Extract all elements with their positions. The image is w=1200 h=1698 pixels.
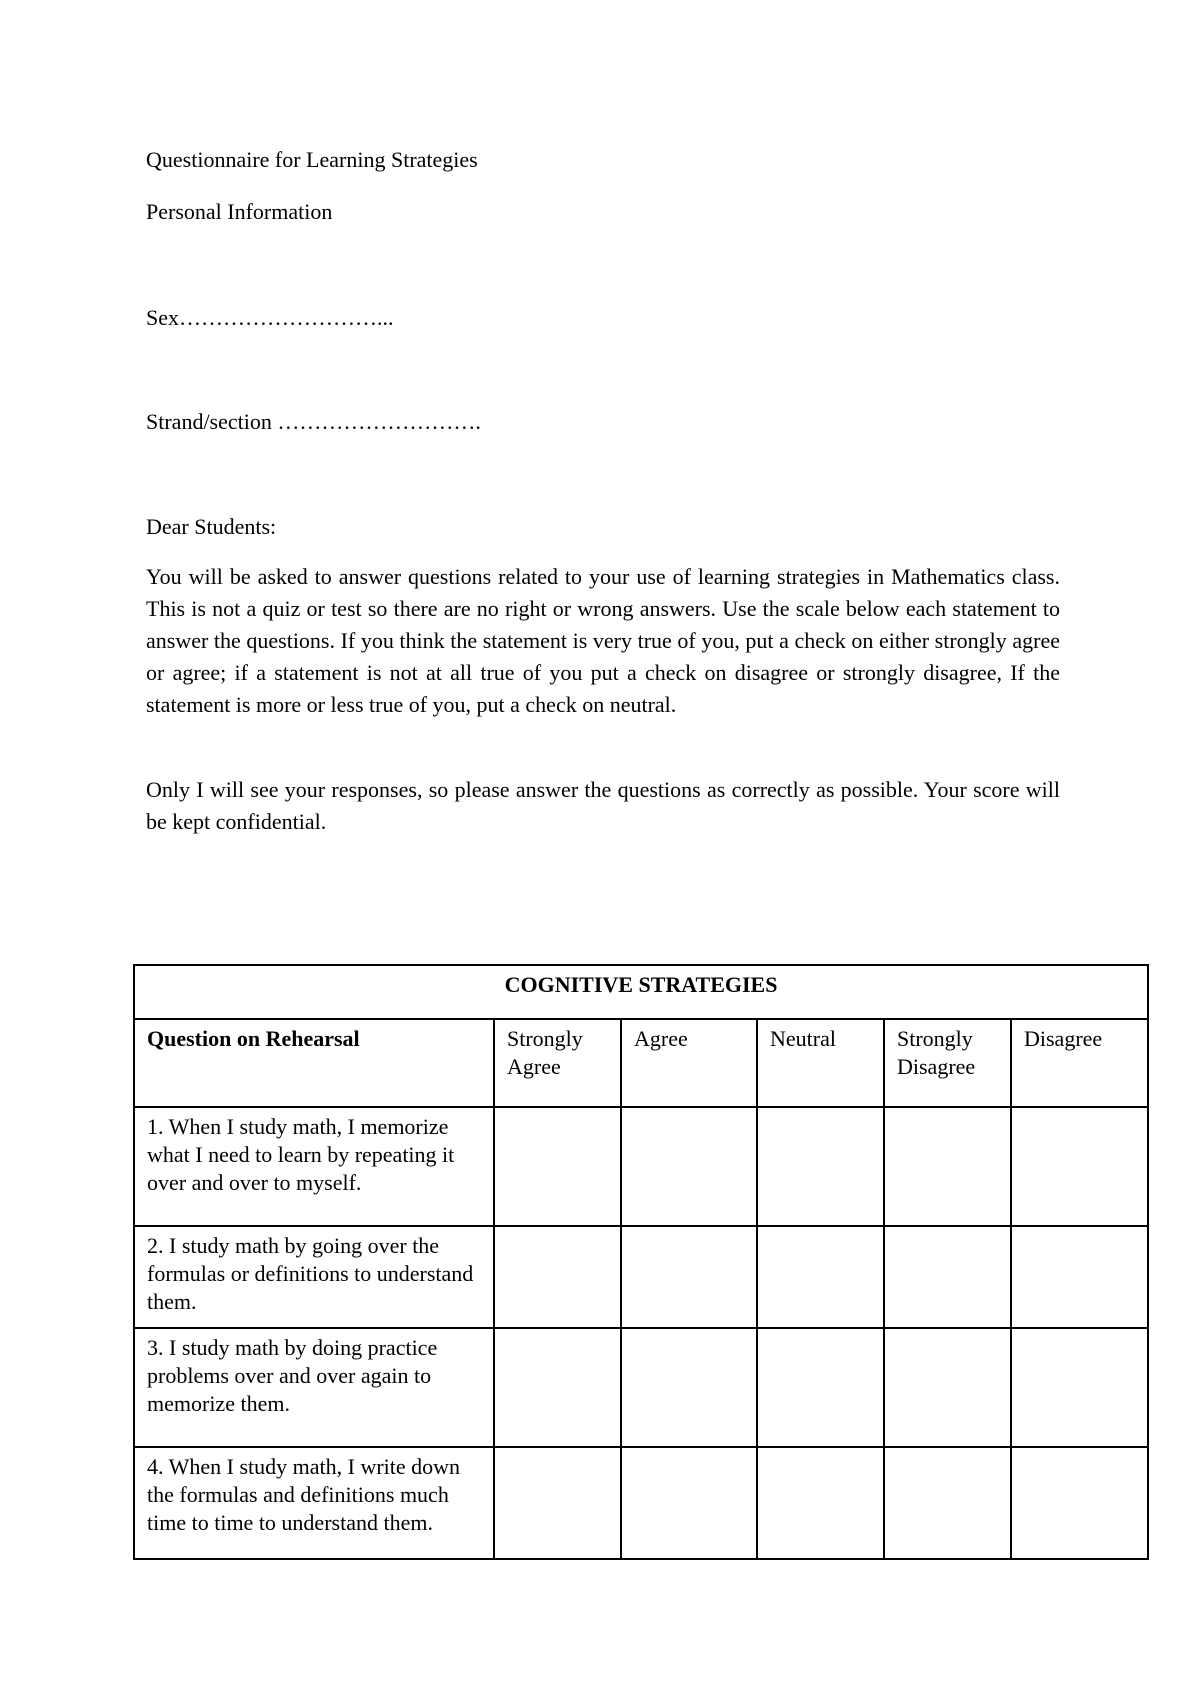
table-title-row: [134, 965, 1148, 1019]
personal-information-heading: Personal Information: [146, 199, 333, 224]
question-text: 4. When I study math, I write down the formulas and definitions much time to time to understand them.: [134, 1447, 494, 1559]
instructions-paragraph-2: Only I will see your responses, so please answer the questions as correctly as possible. Your score will be kept confidential.: [146, 777, 1060, 834]
answer-cell-strongly-agree[interactable]: [494, 1447, 621, 1559]
scale-header-disagree: Disagree: [1011, 1019, 1148, 1107]
answer-cell-agree[interactable]: [621, 1226, 757, 1328]
answer-cell-agree[interactable]: [621, 1447, 757, 1559]
answer-cell-strongly-agree[interactable]: [494, 1226, 621, 1328]
table-row: [134, 1447, 1148, 1559]
answer-cell-disagree[interactable]: [1011, 1328, 1148, 1447]
answer-cell-agree[interactable]: [621, 1328, 757, 1447]
scale-header-agree: Agree: [621, 1019, 757, 1107]
sex-field: Sex………………………...: [146, 305, 394, 330]
answer-cell-strongly-disagree[interactable]: [884, 1447, 1011, 1559]
answer-cell-strongly-disagree[interactable]: [884, 1328, 1011, 1447]
answer-cell-neutral[interactable]: [757, 1226, 884, 1328]
instructions-paragraph-1: You will be asked to answer questions related to your use of learning strategies in Mathematics class. This is not a quiz or test so there are no right or wrong answers. Use the scale below each statement to answer the questions. If you think the statement is very true of you, put a check on either strongly agree or agree; if a statement is not at all true of you put a check on disagree or strongly disagree, If the statement is more or less true of you, put a check on neutral.: [146, 564, 1060, 717]
answer-cell-strongly-disagree[interactable]: [884, 1107, 1011, 1226]
question-text: 2. I study math by going over the formulas or definitions to understand them.: [134, 1226, 494, 1328]
answer-cell-neutral[interactable]: [757, 1328, 884, 1447]
document-title: Questionnaire for Learning Strategies: [146, 147, 478, 172]
answer-cell-strongly-agree[interactable]: [494, 1107, 621, 1226]
question-text: 1. When I study math, I memorize what I need to learn by repeating it over and over to myself.: [134, 1107, 494, 1226]
answer-cell-agree[interactable]: [621, 1107, 757, 1226]
table-header-row: [134, 1019, 1148, 1107]
salutation: Dear Students:: [146, 514, 277, 539]
answer-cell-disagree[interactable]: [1011, 1107, 1148, 1226]
scale-header-strongly-agree: Strongly Agree: [494, 1019, 621, 1107]
answer-cell-neutral[interactable]: [757, 1447, 884, 1559]
scale-header-neutral: Neutral: [757, 1019, 884, 1107]
strand-section-field: Strand/section ……………………….: [146, 409, 481, 434]
scale-header-strongly-disagree: Strongly Disagree: [884, 1019, 1011, 1107]
answer-cell-strongly-agree[interactable]: [494, 1328, 621, 1447]
answer-cell-disagree[interactable]: [1011, 1447, 1148, 1559]
table-row: [134, 1226, 1148, 1328]
question-column-header: Question on Rehearsal: [134, 1019, 494, 1107]
answer-cell-neutral[interactable]: [757, 1107, 884, 1226]
cognitive-strategies-table: [133, 964, 1149, 1560]
table-row: [134, 1107, 1148, 1226]
answer-cell-strongly-disagree[interactable]: [884, 1226, 1011, 1328]
question-text: 3. I study math by doing practice problems over and over again to memorize them.: [134, 1328, 494, 1447]
table-title: COGNITIVE STRATEGIES: [134, 965, 1148, 1019]
table-row: [134, 1328, 1148, 1447]
answer-cell-disagree[interactable]: [1011, 1226, 1148, 1328]
